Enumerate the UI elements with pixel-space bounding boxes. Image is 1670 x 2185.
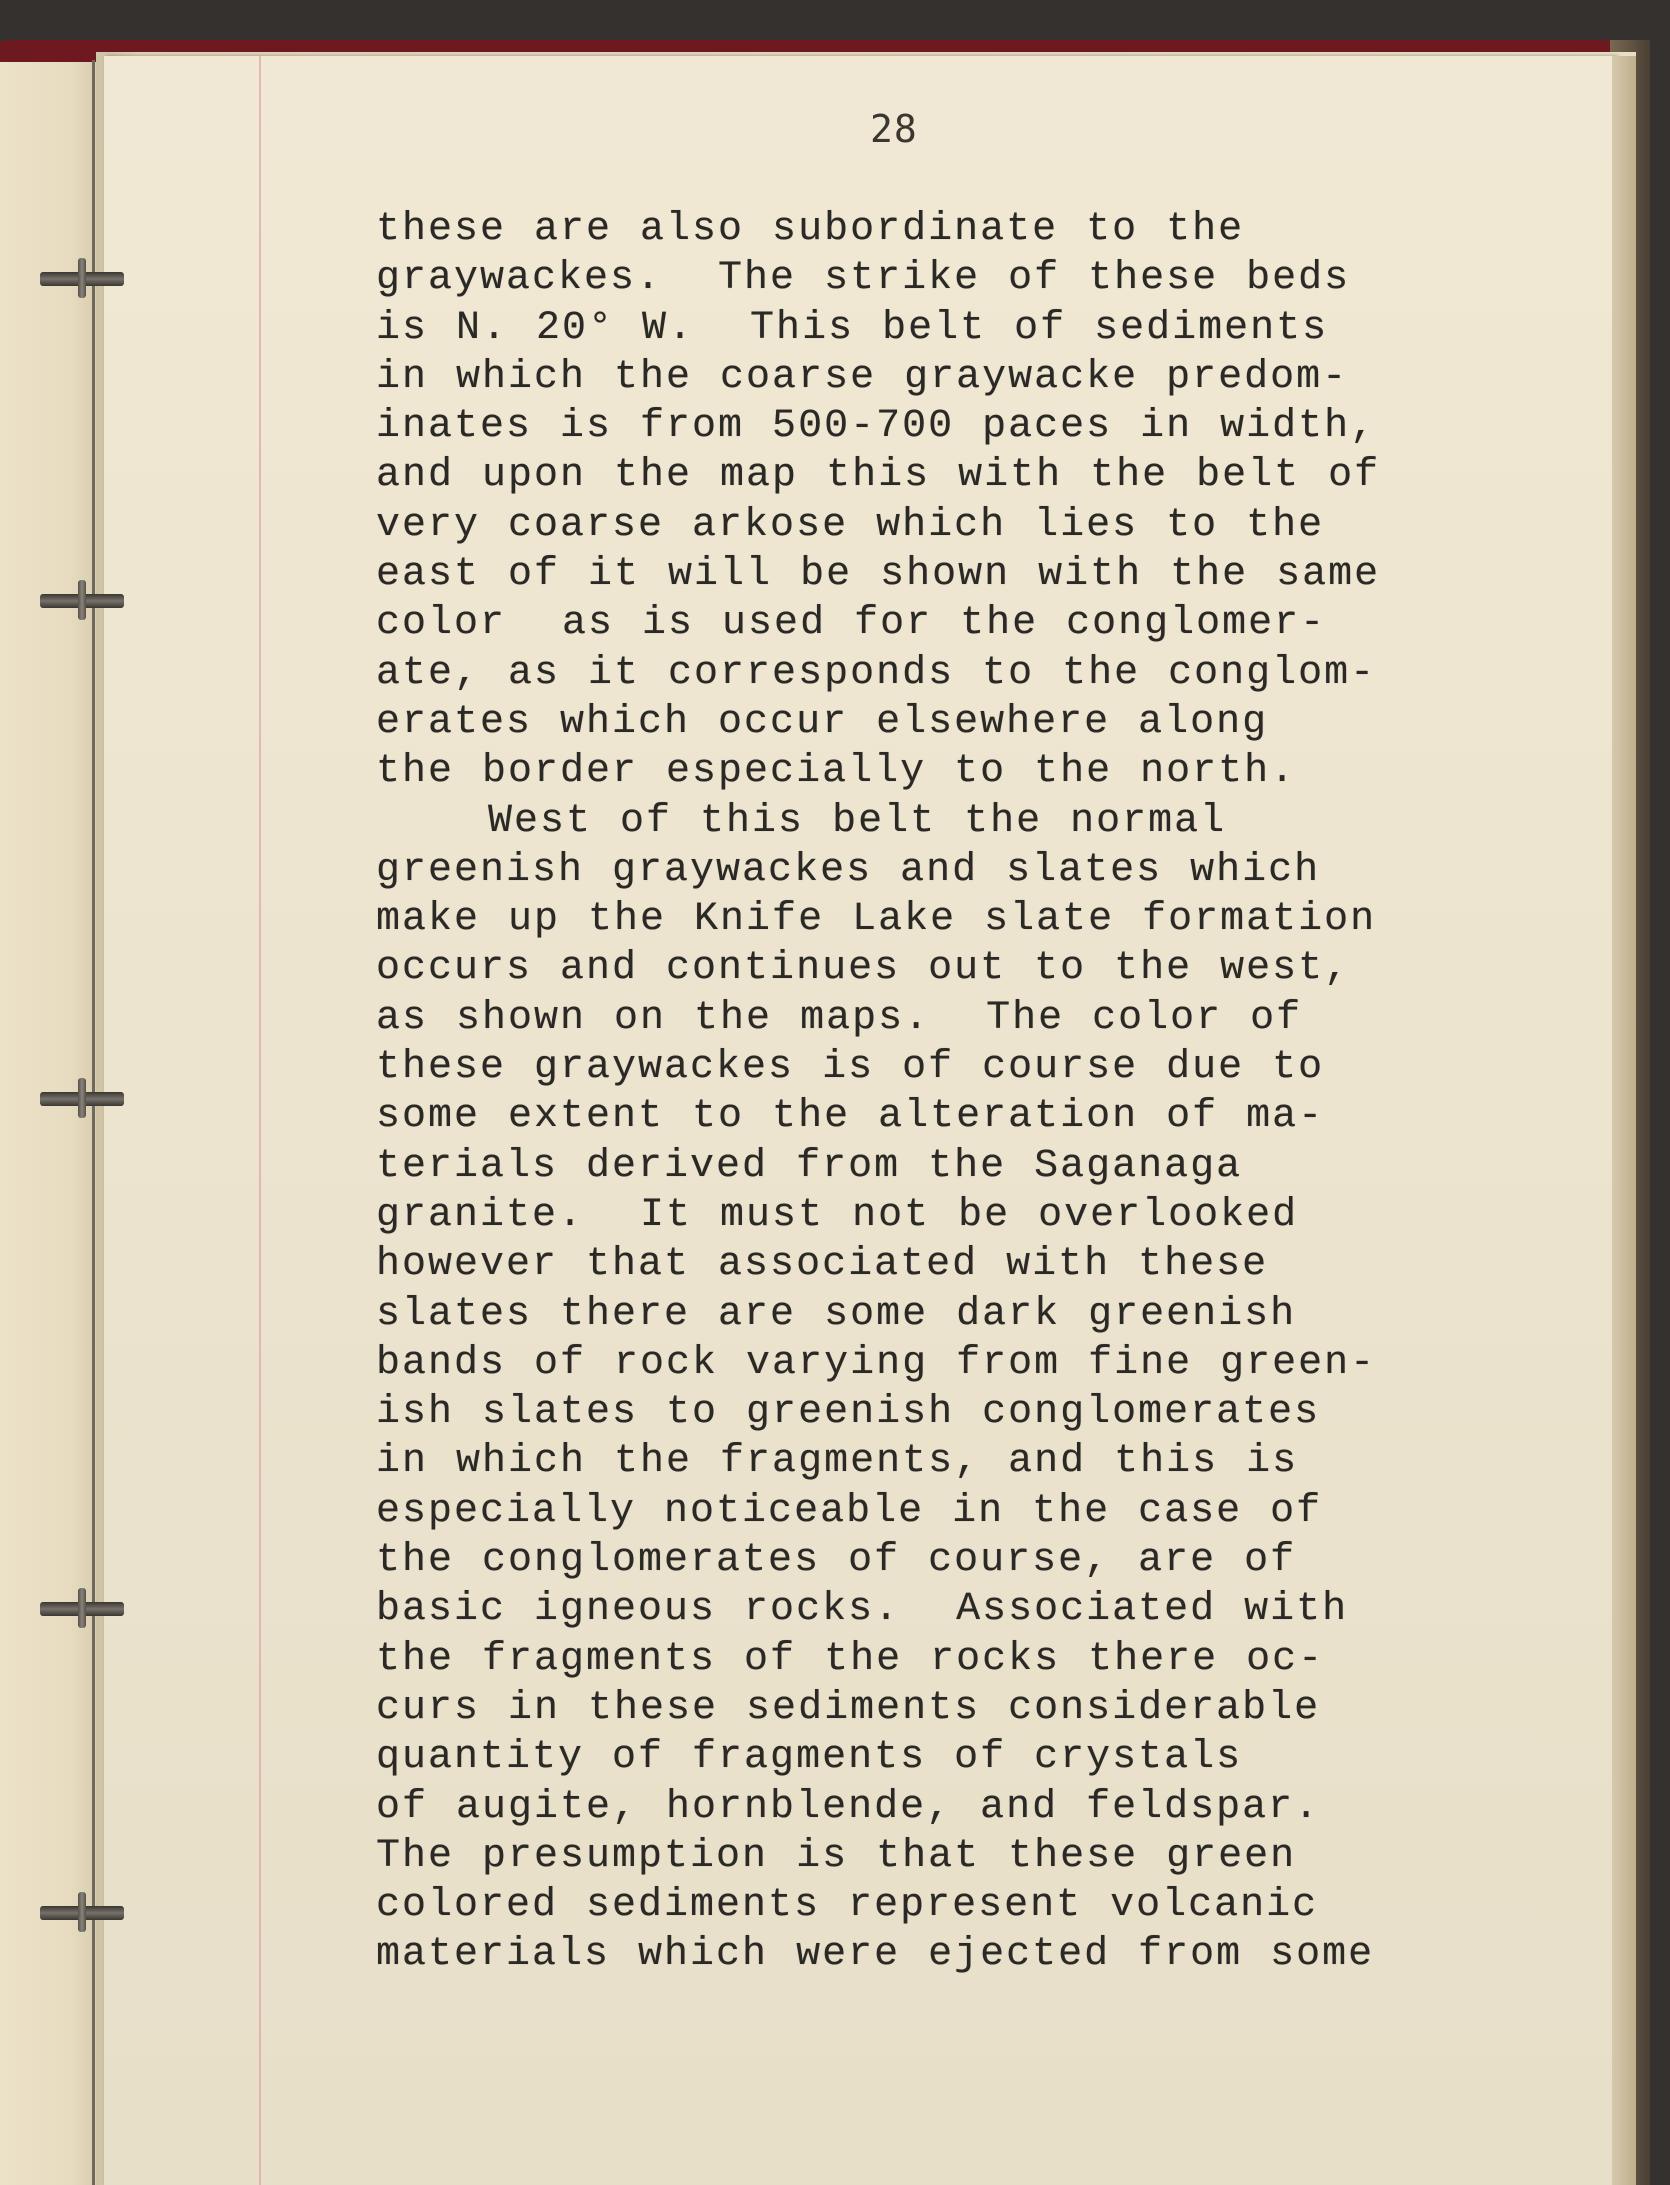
binder-ring-icon — [40, 1602, 124, 1616]
text-line: curs in these sediments considerable — [376, 1685, 1321, 1731]
binder-ring-icon — [40, 594, 124, 608]
binding-spine — [92, 60, 95, 2185]
text-line: very coarse arkose which lies to the — [376, 502, 1325, 548]
text-line: east of it will be shown with the same — [376, 552, 1381, 598]
text-line: graywackes. The strike of these beds — [376, 256, 1351, 302]
text-line: bands of rock varying from fine green- — [376, 1340, 1377, 1386]
text-line: ate, as it corresponds to the conglom- — [376, 650, 1377, 696]
text-line: basic igneous rocks. Associated with — [376, 1587, 1349, 1633]
text-line: terials derived from the Saganaga — [376, 1143, 1243, 1189]
binder-ring-icon — [40, 1906, 124, 1920]
text-line: of augite, hornblende, and feldspar. — [376, 1784, 1321, 1830]
text-line: however that associated with these — [376, 1242, 1269, 1288]
text-line: granite. It must not be overlooked — [376, 1192, 1299, 1238]
text-line: especially noticeable in the case of — [376, 1488, 1323, 1534]
margin-rule — [259, 56, 261, 2185]
text-line: the border especially to the north. — [376, 749, 1297, 795]
text-line: West of this belt the normal — [376, 798, 1227, 844]
text-line: some extent to the alteration of ma- — [376, 1094, 1325, 1140]
page-number: 28 — [870, 107, 918, 151]
text-line: these graywackes is of course due to — [376, 1045, 1325, 1091]
text-line: the conglomerates of course, are of — [376, 1538, 1297, 1584]
text-line: the fragments of the rocks there oc- — [376, 1636, 1325, 1682]
text-line: occurs and continues out to the west, — [376, 946, 1351, 992]
text-line: color as is used for the conglomer- — [376, 601, 1327, 647]
text-line: colored sediments represent volcanic — [376, 1883, 1319, 1929]
text-line: as shown on the maps. The color of — [376, 995, 1303, 1041]
text-line: quantity of fragments of crystals — [376, 1735, 1243, 1781]
text-line: and upon the map this with the belt of — [376, 453, 1381, 499]
text-line: make up the Knife Lake slate formation — [376, 897, 1377, 943]
typed-text-body — [376, 205, 1556, 1980]
text-line: greenish graywackes and slates which — [376, 847, 1321, 893]
text-line: these are also subordinate to the — [376, 207, 1245, 252]
text-line: in which the fragments, and this is — [376, 1439, 1299, 1485]
text-line: slates there are some dark greenish — [376, 1291, 1297, 1337]
text-line: The presumption is that these green — [376, 1833, 1297, 1879]
text-line: erates which occur elsewhere along — [376, 699, 1269, 745]
text-line: is N. 20° W. This belt of sediments — [376, 305, 1329, 351]
text-line: ish slates to greenish conglomerates — [376, 1390, 1321, 1436]
left-page-edge — [0, 62, 100, 2185]
binder-ring-icon — [40, 1092, 124, 1106]
binder-ring-icon — [40, 272, 124, 286]
text-line: inates is from 500-700 paces in width, — [376, 404, 1377, 450]
text-line: in which the coarse graywacke predom- — [376, 354, 1349, 400]
page-right-edge — [1612, 56, 1636, 2185]
text-line: materials which were ejected from some — [376, 1932, 1375, 1978]
